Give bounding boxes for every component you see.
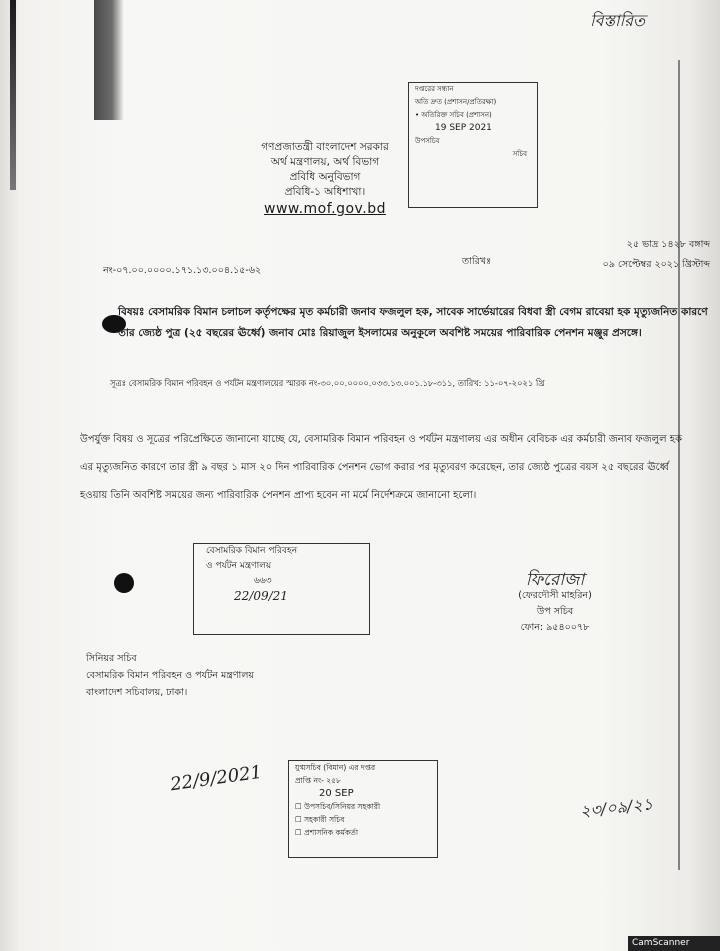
recipient-line: বাংলাদেশ সচিবালয়, ঢাকা। bbox=[86, 687, 188, 698]
body-paragraph: উপর্যুক্ত বিষয় ও সূত্রের পরিপ্রেক্ষিতে জানানো যাচ্ছে যে, বেসামরিক বিমান পরিবহন ও পর্যটন মন্ত্রণালয় এর অধীন বেবিচক এর কর্মচারী জনাব ফজলুল হক এর মৃত্যুজনিত কারণে তার স্ত্রী ৯ বছর ১ মাস ২০ দিন পারিবারিক পেনশন ভোগ করার পর মৃত্যুবরণ করেছেন, তার জ্যেষ্ঠ পুত্রের বয়স ২৫ বছরের ঊর্ধ্বে হওয়ায় তিনি অবশিষ্ট সময়ের জন্য পারিবারিক পেনশন প্রাপ্য হবেন না মর্মে নির্দেশক্রমে জানানো হলো। bbox=[80, 434, 683, 501]
stamp-line: বেসামরিক বিমান পরিবহন bbox=[206, 546, 298, 556]
stamp-date: 19 SEP 2021 bbox=[435, 123, 492, 133]
signatory-title: উপ সচিব bbox=[536, 606, 574, 617]
date-english: ০৯ সেপ্টেম্বর ২০২১ খ্রিস্টাব্দ bbox=[602, 259, 710, 270]
subject-line: বিষয়ঃ বেসামরিক বিমান চলাচল কর্তৃপক্ষের মৃত কর্মচারী জনাব ফজলুল হক, সাবেক সার্ভেয়ারের বিধবা স্ত্রী বেগম রাবেয়া হক মৃত্যুজনিত কারণে তার জ্যেষ্ঠ পুত্র (২৫ বছরের ঊর্ধ্বে) জনাব মোঃ রিয়াজুল ইসলামের অনুকূলে অবশিষ্ট সময়ের পারিবারিক পেনশন মঞ্জুর প্রসঙ্গে। bbox=[118, 306, 708, 339]
stamp-line: ☐ প্রশাসনিক কর্মকর্তা bbox=[295, 828, 358, 837]
govt-name: গণপ্রজাতন্ত্রী বাংলাদেশ সরকার bbox=[261, 141, 389, 153]
handwritten-date: 22/9/2021 bbox=[168, 761, 264, 796]
website-url: www.mof.gov.bd bbox=[264, 201, 386, 217]
stamp-date: 22/09/21 bbox=[234, 589, 288, 603]
receive-stamp bbox=[408, 82, 538, 208]
recipient-line: বেসামরিক বিমান পরিবহন ও পর্যটন মন্ত্রণালয় bbox=[86, 670, 254, 681]
scan-shadow bbox=[94, 0, 124, 120]
receipt-stamp bbox=[288, 760, 438, 858]
signature-block bbox=[470, 572, 640, 636]
signatory-phone: ফোন: ৯৫৪০০৭৮ bbox=[520, 622, 590, 633]
date-bangla: ২৫ ভাদ্র ১৪২৮ বঙ্গাব্দ bbox=[626, 239, 710, 250]
letterhead bbox=[240, 140, 410, 217]
stamp-line: দপ্তরের সন্ধান bbox=[415, 85, 454, 93]
stamp-line: প্রাপ্তি নং- ২৫৮ bbox=[295, 776, 341, 785]
stamp-date: 20 SEP bbox=[319, 788, 354, 799]
stamp-line: ও পর্যটন মন্ত্রণালয় bbox=[206, 561, 272, 571]
stamp-line: ☐ সহকারী সচিব bbox=[295, 815, 345, 824]
corner-note: বিস্তারিত bbox=[590, 11, 646, 30]
stamp-line: অতি দ্রুত (প্রশাসন/প্রতিরক্ষা) bbox=[415, 98, 497, 106]
recipient-line: সিনিয়র সচিব bbox=[86, 653, 137, 664]
branch-name: প্রবিধি-১ অধিশাখা। bbox=[284, 186, 366, 198]
signature-scrawl: ফিরোজা bbox=[525, 570, 585, 590]
scanner-watermark: CamScanner bbox=[628, 936, 720, 951]
ministry-name: অর্থ মন্ত্রণালয়, অর্থ বিভাগ bbox=[270, 156, 380, 168]
stamp-line: সচিব bbox=[512, 150, 527, 158]
stamp-line: যুগ্মসচিব (বিমান) এর দপ্তর bbox=[295, 763, 376, 772]
scan-edge bbox=[10, 0, 16, 190]
recipient-block bbox=[86, 650, 346, 701]
ministry-stamp bbox=[193, 543, 370, 635]
stamp-line: উপসচিব bbox=[415, 137, 440, 145]
memo-number: নং-০৭.০০.০০০০.১৭১.১৩.০০৪.১৫-৬২ bbox=[103, 265, 262, 276]
stamp-number: ৬৬৩ bbox=[254, 576, 272, 586]
handwritten-note: ২৩/০৯/২১ bbox=[579, 794, 654, 821]
date-block bbox=[560, 238, 710, 272]
division-name: প্রবিধি অনুবিভাগ bbox=[289, 171, 361, 183]
signatory-name: (ফেরদৌসী মাহরিন) bbox=[518, 590, 592, 601]
stamp-line: ☐ উপসচিব/সিনিয়র সহকারী bbox=[295, 802, 381, 811]
punch-hole bbox=[114, 573, 134, 593]
date-label: তারিখঃ bbox=[462, 256, 492, 267]
reference-line: সূত্রঃ বেসামরিক বিমান পরিবহন ও পর্যটন মন্ত্রণালয়ের স্মারক নং-৩০.০০.০০০০.০৩৩.১৩.০০১.১৮-৩১১, তারিখ: ১১-০৭-২০২১ খ্রি bbox=[110, 378, 545, 388]
stamp-line: • অতিরিক্ত সচিব (প্রশাসন) bbox=[415, 111, 492, 119]
